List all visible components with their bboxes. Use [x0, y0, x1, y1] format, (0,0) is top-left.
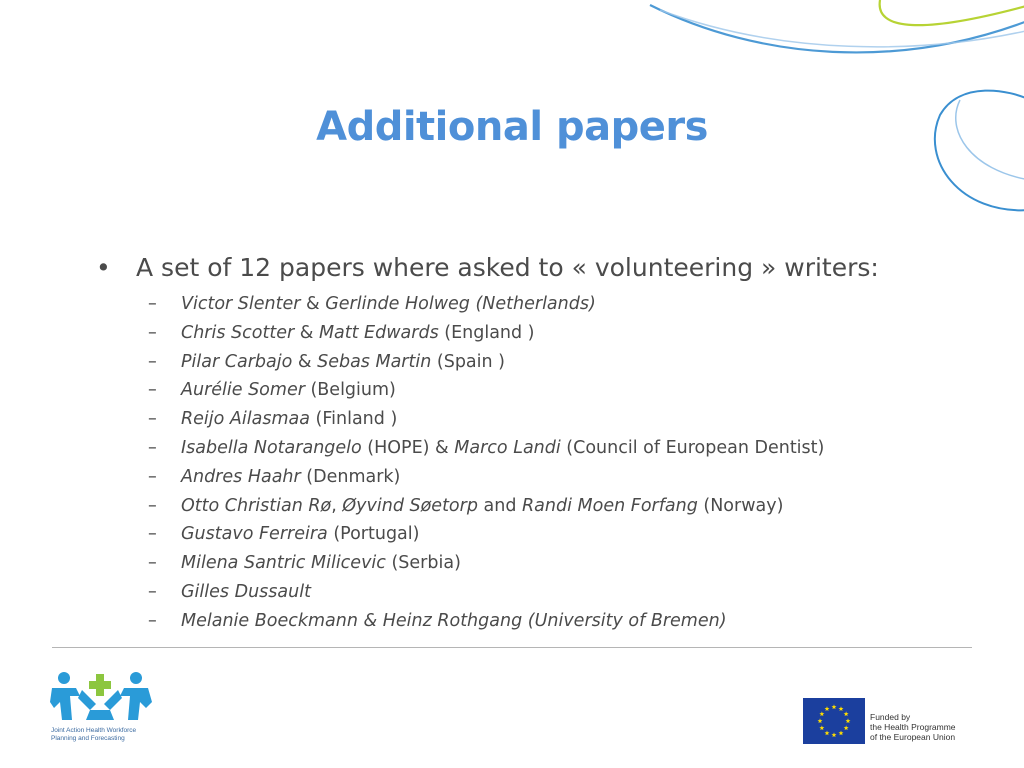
footer-divider: [52, 647, 972, 648]
swirl-green: [880, 0, 1024, 25]
dash-marker: –: [148, 437, 157, 458]
dash-marker: –: [148, 610, 157, 631]
list-item-detail: (Portugal): [327, 524, 420, 545]
list-item-detail: (Council of European Dentist): [560, 437, 825, 458]
slide-title: Additional papers: [316, 104, 708, 150]
list-item-detail: (Belgium): [304, 380, 396, 401]
main-bullet-text: A set of 12 papers where asked to « volunteering » writers:: [136, 253, 879, 282]
list-item-text: [181, 290, 596, 319]
joint-action-caption: Joint Action Health Workforce Planning and Forecasting: [51, 727, 137, 742]
list-item-text: [181, 492, 783, 521]
author-name: Marco Landi: [454, 437, 561, 458]
author-name: Pilar Carbajo: [181, 351, 293, 372]
author-name: Andres Haahr: [181, 466, 301, 487]
author-name: Reijo Ailasmaa: [181, 409, 310, 430]
bullet-marker: •: [96, 253, 111, 282]
author-name: Melanie Boeckmann & Heinz Rothgang (University of Bremen): [181, 610, 727, 631]
author-name: Isabella Notarangelo: [181, 437, 362, 458]
author-name: Randi Moen Forfang: [522, 495, 698, 516]
author-name: Otto Christian Rø: [181, 495, 332, 516]
dash-marker: –: [148, 294, 157, 314]
dash-marker: –: [148, 553, 157, 574]
list-item-text: [181, 549, 461, 578]
list-item-text: [181, 578, 311, 607]
list-item-detail: (Norway): [697, 495, 784, 516]
list-item-text: [181, 434, 824, 463]
list-item-detail: &: [292, 351, 318, 372]
list-item-detail: and: [477, 495, 523, 516]
list-item-detail: &: [294, 322, 319, 343]
list-item-detail: (Denmark): [300, 466, 401, 487]
author-name: Sebas Martin: [317, 351, 432, 372]
dash-marker: –: [148, 322, 157, 343]
list-item-text: [181, 376, 396, 405]
author-name: Aurélie Somer: [181, 380, 305, 401]
author-name: Gerlinde Holweg (Netherlands): [325, 294, 596, 314]
list-item-detail: ,: [331, 495, 343, 516]
list-item-text: [181, 405, 397, 434]
author-name: Matt Edwards: [318, 322, 439, 343]
list-item-detail: (Serbia): [385, 553, 461, 574]
author-name: Milena Santric Milicevic: [181, 553, 386, 574]
eu-funding-text: [870, 712, 956, 742]
list-item-text: [181, 607, 727, 636]
eu-text-line1: Funded by: [870, 712, 911, 722]
list-item-text: [181, 348, 505, 377]
dash-marker: –: [148, 524, 157, 545]
list-item-detail: (HOPE) &: [361, 437, 455, 458]
author-name: Chris Scotter: [181, 322, 295, 343]
swirl-blue-faint: [660, 10, 1024, 47]
author-name: Gustavo Ferreira: [181, 524, 328, 545]
list-item-detail: (Spain ): [431, 351, 506, 372]
list-item-detail: &: [300, 294, 326, 314]
dash-marker: –: [148, 495, 157, 516]
dash-marker: –: [148, 351, 157, 372]
list-item-text: [181, 319, 535, 348]
dash-marker: –: [148, 466, 157, 487]
list-item-detail: (Finland ): [309, 409, 398, 430]
author-name: Victor Slenter: [181, 294, 301, 314]
dash-marker: –: [148, 409, 157, 430]
author-name: Øyvind Søetorp: [342, 495, 478, 516]
swirl-blue-long: [650, 5, 1024, 52]
dash-marker: –: [148, 380, 157, 401]
list-item-detail: (England ): [438, 322, 535, 343]
eu-flag-icon: [803, 698, 865, 744]
author-name: Gilles Dussault: [181, 581, 311, 602]
dash-marker: –: [148, 581, 157, 602]
list-item-text: [181, 520, 419, 549]
eu-text-line3: of the European Union: [870, 732, 956, 742]
list-item-text: [181, 463, 400, 492]
eu-text-line2: the Health Programme: [870, 722, 956, 732]
